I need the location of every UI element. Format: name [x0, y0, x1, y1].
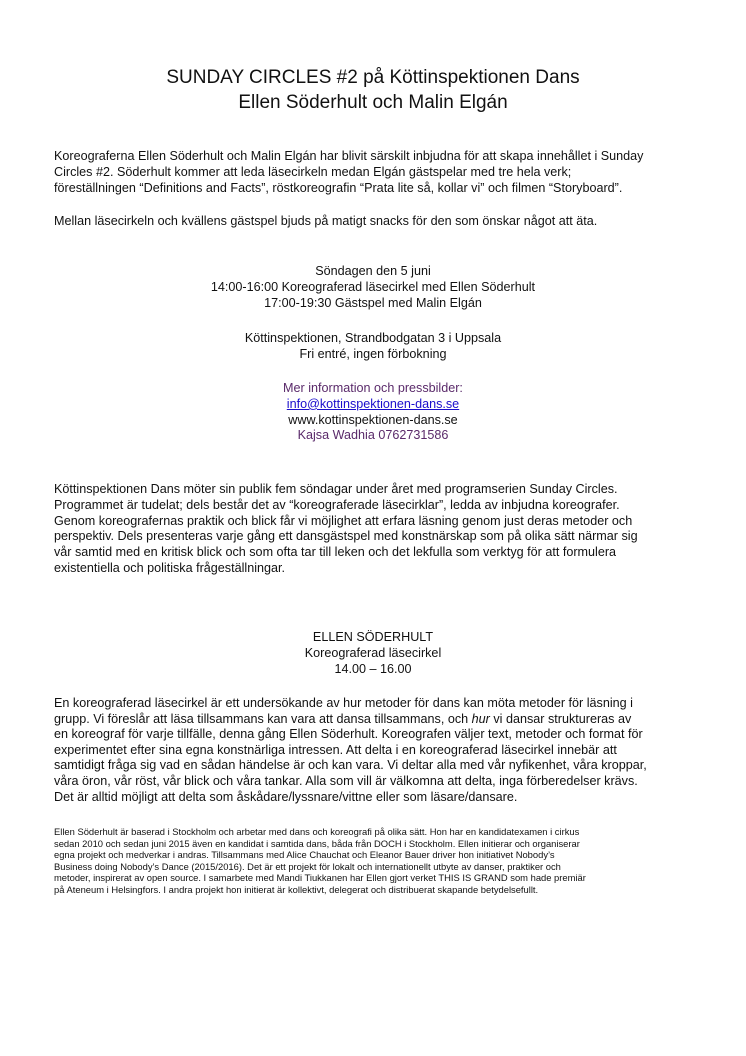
- ellen-section-header: [0, 630, 746, 677]
- reading-line-part: vi dansar struktureras av: [489, 711, 632, 726]
- reading-line: samtidigt fråga sig vad en sådan händelse är och kan vara. Vi deltar alla med vår nyfikenhet, våra kroppar,: [54, 758, 647, 773]
- contact-block: [0, 381, 746, 444]
- bio-line: sedan 2010 och sedan juni 2015 även en kandidat i samtida dans, båda från DOCH i Stockholm. Ellen initierar och organiserar: [54, 837, 580, 849]
- reading-line-part: grupp. Vi föreslår att läsa tillsammans kan vara att dansa tillsammans, och: [54, 711, 472, 726]
- event-date: Söndagen den 5 juni: [315, 264, 431, 278]
- reading-line: [54, 712, 709, 728]
- about-paragraph: [54, 482, 704, 577]
- contact-person: Kajsa Wadhia 0762731586: [297, 428, 449, 443]
- email-link[interactable]: info@kottinspektionen-dans.se: [286, 396, 460, 411]
- snacks-paragraph: Mellan läsecirkeln och kvällens gästspel bjuds på matigt snacks för den som önskar något att äta.: [54, 214, 598, 228]
- page-subtitle: Ellen Söderhult och Malin Elgán: [238, 92, 508, 113]
- reading-line: experimentet efter sina egna konstnärliga intressen. Att delta i en koreograferad läsecirkel innebär att: [54, 742, 617, 757]
- intro-line: Circles #2. Söderhult kommer att leda läsecirkeln medan Elgán gästspelar med tre hela verk;: [54, 164, 572, 179]
- about-line: perspektiv. Dels presenteras varje gång ett dansgästspel med konstnärskap som på olika sätt närmar sig: [54, 529, 638, 544]
- ellen-event-subtitle: Koreograferad läsecirkel: [304, 645, 442, 660]
- reading-circle-paragraph: [54, 696, 709, 805]
- entry-info: Fri entré, ingen förbokning: [299, 346, 447, 361]
- about-line: Genom koreografernas praktik och blick får vi möjlighet att erfara läsning genom just deras metoder och: [54, 513, 633, 528]
- reading-line: en koreograf för varje tillfälle, denna gång Ellen Söderhult. Koreografen väljer text, metoder och format för: [54, 727, 643, 742]
- reading-line: En koreograferad läsecirkel är ett undersökande av hur metoder för dans kan möta metoder för läsning i: [54, 696, 633, 710]
- intro-line: föreställningen “Definitions and Facts”, röstkoreografin “Prata lite så, kollar vi” och filmen “Storyboard”.: [54, 180, 623, 195]
- venue-address: Köttinspektionen, Strandbodgatan 3 i Uppsala: [244, 331, 502, 345]
- about-line: Programmet är tudelat; dels består det av “koreograferade läsecirklar”, ledda av inbjudna koreografer.: [54, 497, 620, 512]
- intro-paragraph: [54, 149, 704, 196]
- about-line: Köttinspektionen Dans möter sin publik fem söndagar under året med programserien Sunday Circles.: [54, 482, 618, 496]
- about-line: vår samtid med en kritisk blick och som ofta tar till leken och det lekfulla som verktyg för att formulera: [54, 545, 617, 560]
- schedule-item: 17:00-19:30 Gästspel med Malin Elgán: [264, 295, 482, 310]
- reading-line: Det är alltid möjligt att delta som åskådare/lyssnare/vittne eller som läsare/dansare.: [54, 789, 518, 804]
- bio-line: Ellen Söderhult är baserad i Stockholm och arbetar med dans och koreografi på olika sätt. Hon har en kandidatexamen i cirkus: [54, 826, 580, 837]
- emphasis-text: hur: [471, 711, 490, 726]
- page-title: SUNDAY CIRCLES #2 på Köttinspektionen Dans: [166, 67, 580, 88]
- bio-line: på Ateneum i Helsingfors. I andra projekt hon initierat är kollektivt, delegerat och distribuerat skapande betydelsefullt.: [54, 883, 539, 895]
- contact-heading: Mer information och pressbilder:: [283, 381, 463, 395]
- bio-line: egna projekt och medverkar i andras. Tillsammans med Alice Chauchat och Eleanor Bauer driver hon initiativet Nobody’s: [54, 849, 555, 861]
- schedule-block: [0, 264, 746, 311]
- schedule-item: 14:00-16:00 Koreograferad läsecirkel med Ellen Söderhult: [210, 279, 536, 294]
- ellen-event-time: 14.00 – 16.00: [334, 661, 412, 676]
- intro-line: Koreograferna Ellen Söderhult och Malin Elgán har blivit särskilt inbjudna för att skapa innehållet i Sunday: [54, 149, 644, 163]
- about-line: existentiella och politiska frågeställningar.: [54, 560, 286, 575]
- bio-line: Business doing Nobody’s Dance (2015/2016). Det är ett projekt för lokalt och internationellt utbyte av danser, praktiker och: [54, 860, 561, 872]
- bio-paragraph: [54, 826, 704, 896]
- reading-line: våra öron, vår röst, vår blick och våra tankar. Alla som vill är välkomna att delta, inga förberedelser krävs.: [54, 773, 638, 788]
- bio-line: metoder, inspirerat av open source. I samarbete med Mandi Tiukkanen har Ellen gjort verket THIS IS GRAND som hade premiär: [54, 872, 586, 884]
- website-text: www.kottinspektionen-dans.se: [288, 412, 458, 427]
- ellen-name: ELLEN SÖDERHULT: [312, 630, 434, 644]
- venue-block: [0, 331, 746, 363]
